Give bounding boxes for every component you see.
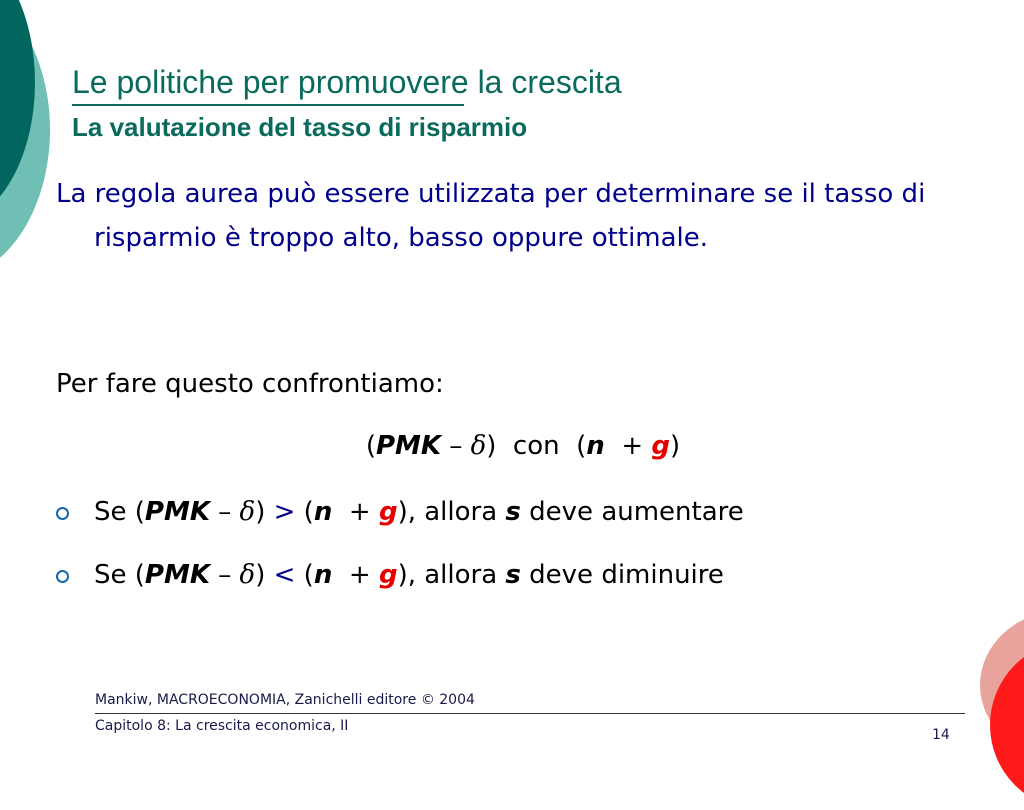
bullet-conclusion: deve diminuire bbox=[529, 560, 724, 590]
bullet-close2: ), allora bbox=[397, 497, 498, 527]
bullet-minus: – bbox=[218, 497, 232, 527]
comparison-formula bbox=[0, 424, 1024, 468]
bullet-delta: δ bbox=[239, 497, 256, 527]
bullet-g: g bbox=[378, 497, 398, 527]
bullet-text bbox=[94, 553, 724, 597]
bullet-close: ) bbox=[255, 560, 266, 590]
bullet-comparator: < bbox=[273, 560, 296, 590]
bullet-s: s bbox=[505, 497, 521, 527]
bullet-se: Se ( bbox=[94, 497, 145, 527]
formula-plus: + bbox=[621, 431, 644, 461]
bullet-pmk: PMK bbox=[144, 560, 210, 590]
bullet-plus: + bbox=[348, 560, 371, 590]
bullet-comparator: > bbox=[273, 497, 296, 527]
bullet-pmk: PMK bbox=[144, 497, 210, 527]
formula-close-paren: ) bbox=[486, 431, 497, 461]
footer-divider bbox=[95, 713, 965, 714]
bullet-open2: ( bbox=[303, 497, 314, 527]
title-underline bbox=[72, 104, 464, 106]
footer-reference: Mankiw, MACROECONOMIA, Zanichelli editore © 2004 bbox=[95, 692, 475, 708]
slide-title: Le politiche per promuovere la crescita bbox=[72, 64, 622, 100]
bullet-close2: ), allora bbox=[397, 560, 498, 590]
bullet-conclusion: deve aumentare bbox=[529, 497, 744, 527]
formula-con: con bbox=[512, 431, 560, 461]
bullet-s: s bbox=[505, 560, 521, 590]
bullet-circle-icon bbox=[56, 507, 69, 520]
bullet-text bbox=[94, 490, 744, 534]
formula-g: g bbox=[651, 431, 671, 461]
formula-delta: δ bbox=[470, 431, 487, 461]
formula-open-paren-2: ( bbox=[576, 431, 587, 461]
page-number: 14 bbox=[932, 727, 950, 743]
bullet-close: ) bbox=[255, 497, 266, 527]
formula-n: n bbox=[586, 431, 605, 461]
bullet-g: g bbox=[378, 560, 398, 590]
intro-paragraph: La regola aurea può essere utilizzata per determinare se il tasso di risparmio è troppo alto, basso oppure ottimale. bbox=[56, 179, 926, 253]
bullet-plus: + bbox=[348, 497, 371, 527]
bullet-delta: δ bbox=[239, 560, 256, 590]
bullet-se: Se ( bbox=[94, 560, 145, 590]
formula-open-paren: ( bbox=[365, 431, 376, 461]
bullet-n: n bbox=[313, 497, 333, 527]
formula-pmk: PMK bbox=[375, 431, 442, 461]
formula-close-paren-2: ) bbox=[670, 431, 681, 461]
bullet-minus: – bbox=[218, 560, 232, 590]
formula-minus: – bbox=[449, 431, 463, 461]
bullet-n: n bbox=[313, 560, 333, 590]
slide-subtitle: La valutazione del tasso di risparmio bbox=[72, 112, 528, 142]
footer-chapter: Capitolo 8: La crescita economica, II bbox=[95, 718, 349, 734]
bullet-open2: ( bbox=[303, 560, 314, 590]
comparison-intro: Per fare questo confrontiamo: bbox=[56, 369, 444, 399]
bullet-circle-icon bbox=[56, 570, 69, 583]
